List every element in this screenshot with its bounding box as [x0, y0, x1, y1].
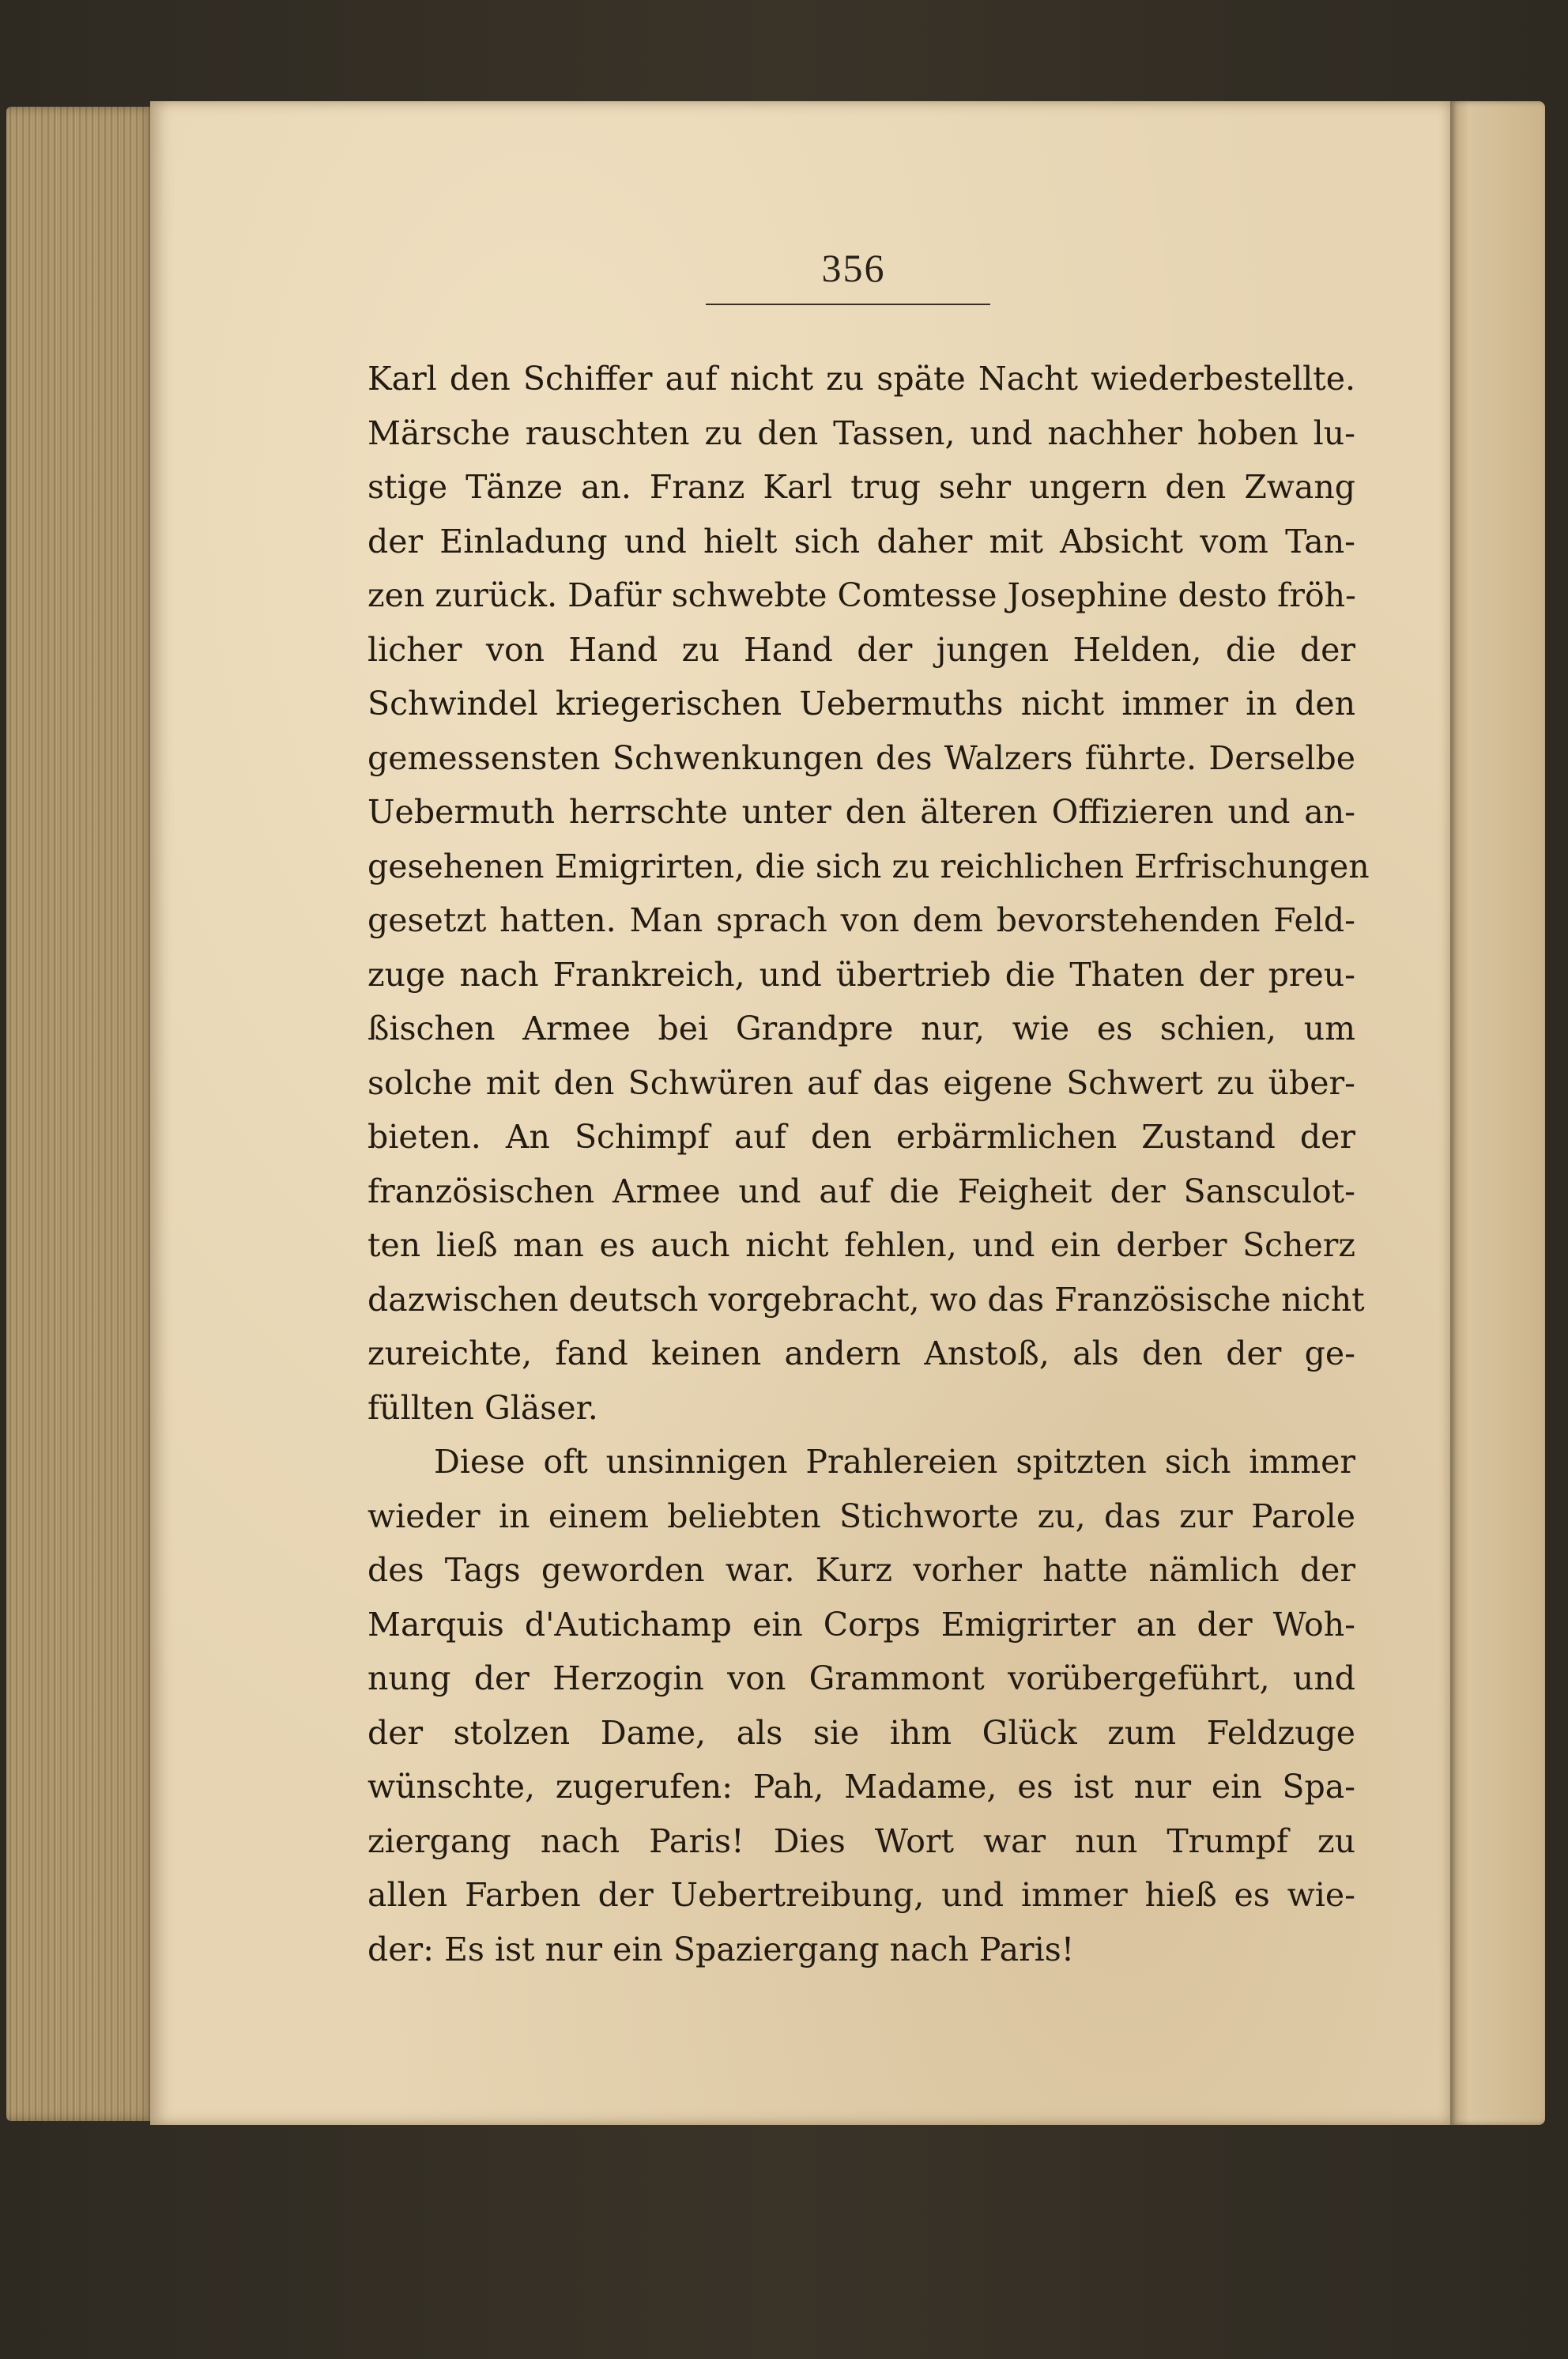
left-page-stack [6, 107, 156, 2121]
text-line: Karl den Schiffer auf nicht zu späte Nacht wiederbestellte. [368, 360, 1355, 398]
text-line: gesehenen Emigrirten, die sich zu reichlichen Erfrischungen [368, 847, 1370, 885]
right-page-edge [1450, 101, 1545, 2125]
text-line: Marquis d'Autichamp ein Corps Emigrirter an der Woh- [368, 1605, 1355, 1644]
text-line: füllten Gläser. [368, 1388, 598, 1427]
text-line: gemessensten Schwenkungen des Walzers führte. Derselbe [368, 738, 1355, 777]
text-line: der: Es ist nur ein Spaziergang nach Paris! [368, 1930, 1075, 1968]
text-line: der stolzen Dame, als sie ihm Glück zum Feldzuge [368, 1713, 1355, 1752]
text-line: ßischen Armee bei Grandpre nur, wie es schien, um [368, 1010, 1355, 1047]
text-line: Schwindel kriegerischen Uebermuths nicht immer in den [368, 685, 1355, 723]
text-line: zureichte, fand keinen andern Anstoß, als den der ge- [368, 1334, 1355, 1372]
text-line: zen zurück. Dafür schwebte Comtesse Josephine desto fröh- [368, 576, 1356, 614]
text-line: Uebermuth herrschte unter den älteren Offizieren und an- [368, 793, 1355, 831]
text-line: Diese oft unsinnigen Prahlereien spitzten sich immer [434, 1443, 1355, 1481]
text-line: wünschte, zugerufen: Pah, Madame, es ist nur ein Spa- [368, 1768, 1355, 1806]
text-line: wieder in einem beliebten Stichworte zu, das zur Parole [368, 1497, 1355, 1535]
text-line: stige Tänze an. Franz Karl trug sehr ungern den Zwang [368, 468, 1355, 506]
text-line: zuge nach Frankreich, und übertrieb die Thaten der preu- [368, 955, 1355, 994]
text-line: nung der Herzogin von Grammont vorübergeführt, und [368, 1659, 1355, 1697]
text-line: licher von Hand zu Hand der jungen Helden, die der [368, 630, 1355, 669]
body-text [368, 352, 1370, 1976]
text-line: des Tags geworden war. Kurz vorher hatte nämlich der [368, 1551, 1355, 1589]
text-line: ziergang nach Paris! Dies Wort war nun Trumpf zu [368, 1821, 1355, 1860]
page-number: 356 [821, 246, 886, 290]
text-line: ten ließ man es auch nicht fehlen, und ein derber Scherz [368, 1226, 1355, 1264]
text-line: französischen Armee und auf die Feigheit der Sansculot- [368, 1172, 1355, 1210]
text-line: Märsche rauschten zu den Tassen, und nachher hoben lu- [368, 413, 1355, 452]
text-line: solche mit den Schwüren auf das eigene Schwert zu über- [368, 1063, 1355, 1102]
text-line: gesetzt hatten. Man sprach von dem bevorstehenden Feld- [368, 901, 1355, 939]
header-rule [706, 304, 990, 305]
text-line: dazwischen deutsch vorgebracht, wo das Französische nicht [368, 1280, 1365, 1319]
text-line: der Einladung und hielt sich daher mit Absicht vom Tan- [368, 522, 1355, 560]
text-line: bieten. An Schimpf auf den erbärmlichen Zustand der [368, 1118, 1355, 1156]
text-line: allen Farben der Uebertreibung, und immer hieß es wie- [368, 1876, 1355, 1914]
